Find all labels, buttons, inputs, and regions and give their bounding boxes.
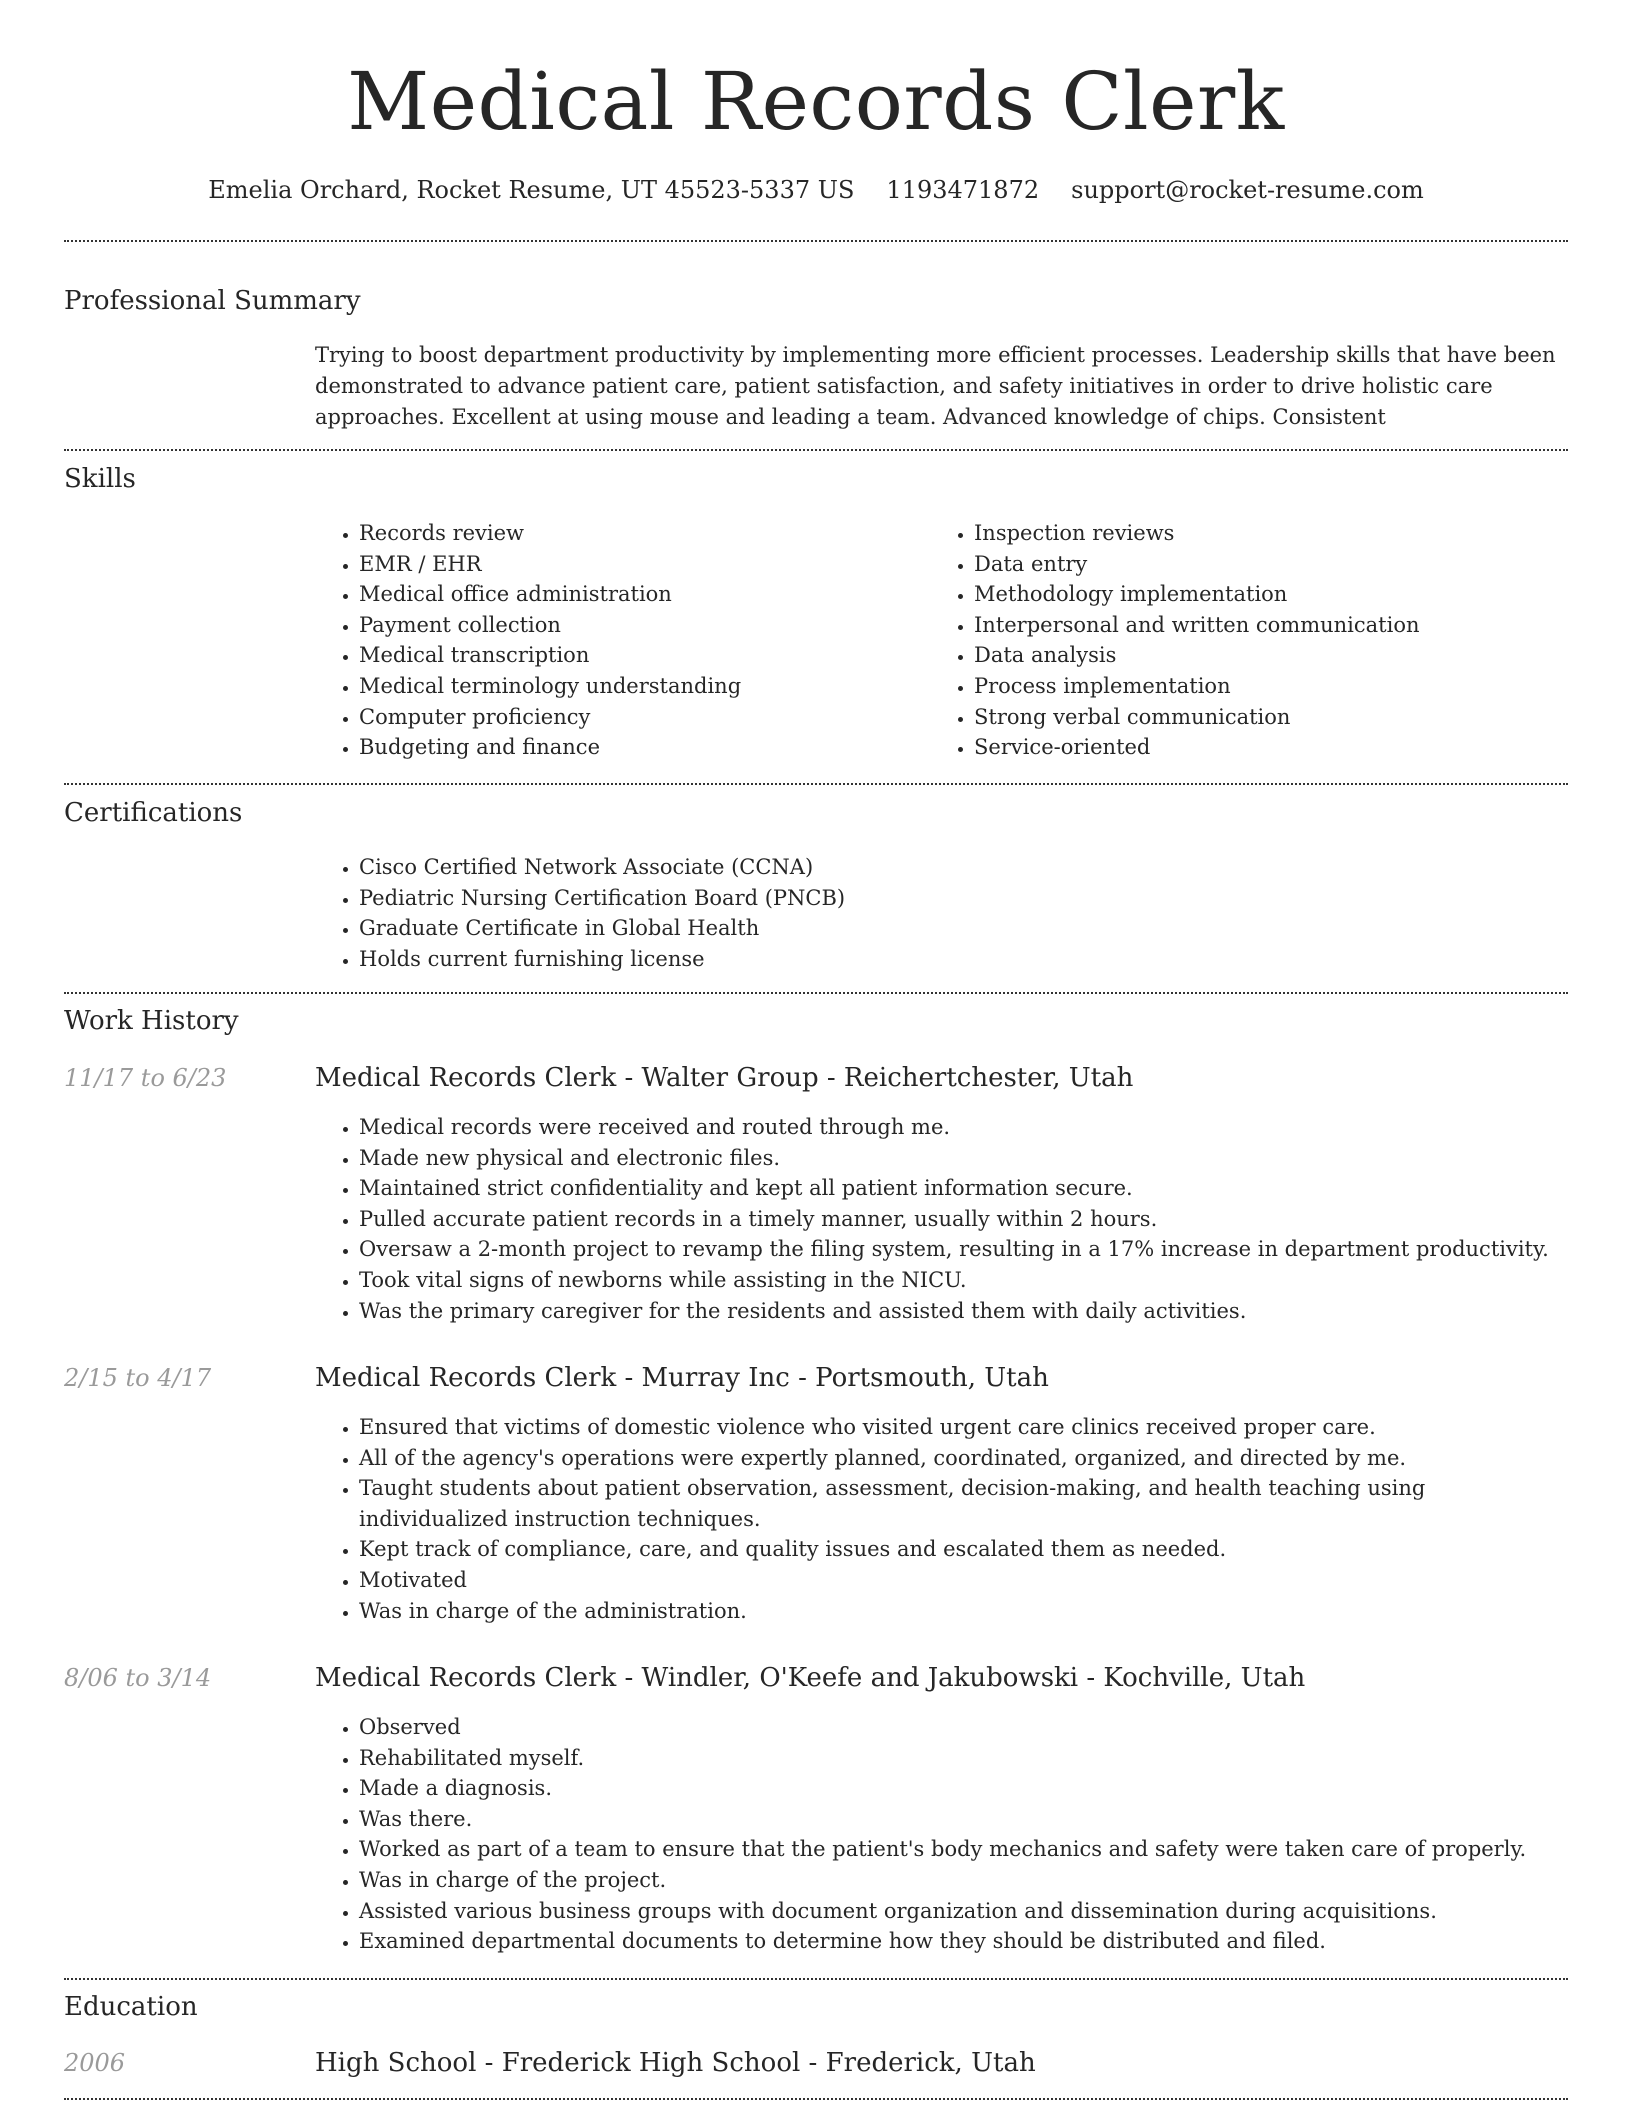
job-duty-item: • Was in charge of the administration. [359,1596,1568,1627]
skill-item: • Data analysis [974,640,1545,671]
job-duty-item: • Made new physical and electronic files. [359,1143,1568,1174]
job-duty-item: • Took vital signs of newborns while assisting in the NICU. [359,1265,1568,1296]
job-duty-item: • Examined departmental documents to determine how they should be distributed and filed. [359,1926,1568,1957]
skills-heading: Skills [64,464,136,494]
certification-item: • Pediatric Nursing Certification Board (PNCB) [359,883,1568,914]
contact-address: Emelia Orchard, Rocket Resume, UT 45523-5337 US [208,176,855,204]
job-dates: 11/17 to 6/23 [64,1064,227,1092]
job-duty-item: • Pulled accurate patient records in a timely manner, usually within 2 hours. [359,1204,1568,1235]
job-duty-item: • Motivated [359,1565,1568,1596]
work-history-heading: Work History [64,1006,239,1036]
job-duty-item: • Assisted various business groups with document organization and dissemination during acquisitions. [359,1896,1568,1927]
education-title: High School - Frederick High School - Frederick, Utah [315,2048,1036,2078]
certification-item: • Holds current furnishing license [359,944,1568,975]
job-duty-item: • Ensured that victims of domestic violence who visited urgent care clinics received proper care. [359,1412,1568,1443]
skill-item: • Interpersonal and written communication [974,610,1545,641]
skill-item: • EMR / EHR [359,549,930,580]
section-divider [64,992,1568,994]
certification-item: • Cisco Certified Network Associate (CCNA) [359,852,1568,883]
contact-phone: 1193471872 [886,176,1040,204]
skill-item: • Payment collection [359,610,930,641]
job-duty-item: • Made a diagnosis. [359,1773,1568,1804]
skill-item: • Inspection reviews [974,518,1545,549]
job-duty-item: • Worked as part of a team to ensure that the patient's body mechanics and safety were taken care of properly. [359,1834,1568,1865]
job-dates: 2/15 to 4/17 [64,1364,212,1392]
certification-item: • Graduate Certificate in Global Health [359,913,1568,944]
job-duty-item: • Rehabilitated myself. [359,1743,1568,1774]
job-duty-item: • All of the agency's operations were expertly planned, coordinated, organized, and directed by me. [359,1443,1568,1474]
job-title: Medical Records Clerk - Walter Group - Reichertchester, Utah [315,1063,1134,1093]
skills-column-right [930,518,1545,763]
skill-item: • Methodology implementation [974,579,1545,610]
job-duties [315,1112,1568,1326]
section-divider [64,449,1568,451]
job-duty-item: • Observed [359,1712,1568,1743]
job-duty-item: • Was in charge of the project. [359,1865,1568,1896]
certifications-heading: Certifications [64,798,243,828]
section-divider [64,1978,1568,1980]
education-year: 2006 [64,2049,126,2077]
skill-item: • Records review [359,518,930,549]
summary-heading: Professional Summary [64,286,361,316]
certifications-list [315,852,1568,974]
resume-title: Medical Records Clerk [347,55,1285,148]
education-heading: Education [64,1992,198,2022]
section-divider [64,2098,1568,2100]
job-title: Medical Records Clerk - Murray Inc - Portsmouth, Utah [315,1363,1049,1393]
section-divider [64,783,1568,785]
job-duty-item: • Kept track of compliance, care, and quality issues and escalated them as needed. [359,1534,1568,1565]
job-duty-item: • Maintained strict confidentiality and kept all patient information secure. [359,1173,1568,1204]
skill-item: • Strong verbal communication [974,702,1545,733]
section-divider [64,240,1568,242]
skills-list [315,518,1568,763]
job-duty-item: • Was the primary caregiver for the residents and assisted them with daily activities. [359,1296,1568,1327]
skill-item: • Data entry [974,549,1545,580]
skills-column-left [315,518,930,763]
skill-item: • Service-oriented [974,732,1545,763]
skill-item: • Medical transcription [359,640,930,671]
job-duty-item: • Oversaw a 2-month project to revamp the filing system, resulting in a 17% increase in department productivity. [359,1234,1568,1265]
job-duties [315,1412,1568,1626]
job-duty-item: • Medical records were received and routed through me. [359,1112,1568,1143]
skill-item: • Computer proficiency [359,702,930,733]
contact-email: support@rocket-resume.com [1071,176,1424,204]
job-dates: 8/06 to 3/14 [64,1664,212,1692]
job-title: Medical Records Clerk - Windler, O'Keefe and Jakubowski - Kochville, Utah [315,1663,1306,1693]
job-duty-item: • Taught students about patient observation, assessment, decision-making, and health teaching using individualized instruction techniques. [359,1473,1568,1534]
contact-line [64,170,1568,210]
job-duty-item: • Was there. [359,1804,1568,1835]
job-duties [315,1712,1568,1957]
skill-item: • Budgeting and finance [359,732,930,763]
skill-item: • Medical terminology understanding [359,671,930,702]
skill-item: • Process implementation [974,671,1545,702]
summary-text: Trying to boost department productivity by implementing more efficient processes. Leadership skills that have been demonstrated to advance patient care, patient satisfaction, and safety initiatives in order to drive holistic care approaches. Excellent at using mouse and leading a team. Advanced knowledge of chips. Consistent [315,343,1556,429]
skill-item: • Medical office administration [359,579,930,610]
